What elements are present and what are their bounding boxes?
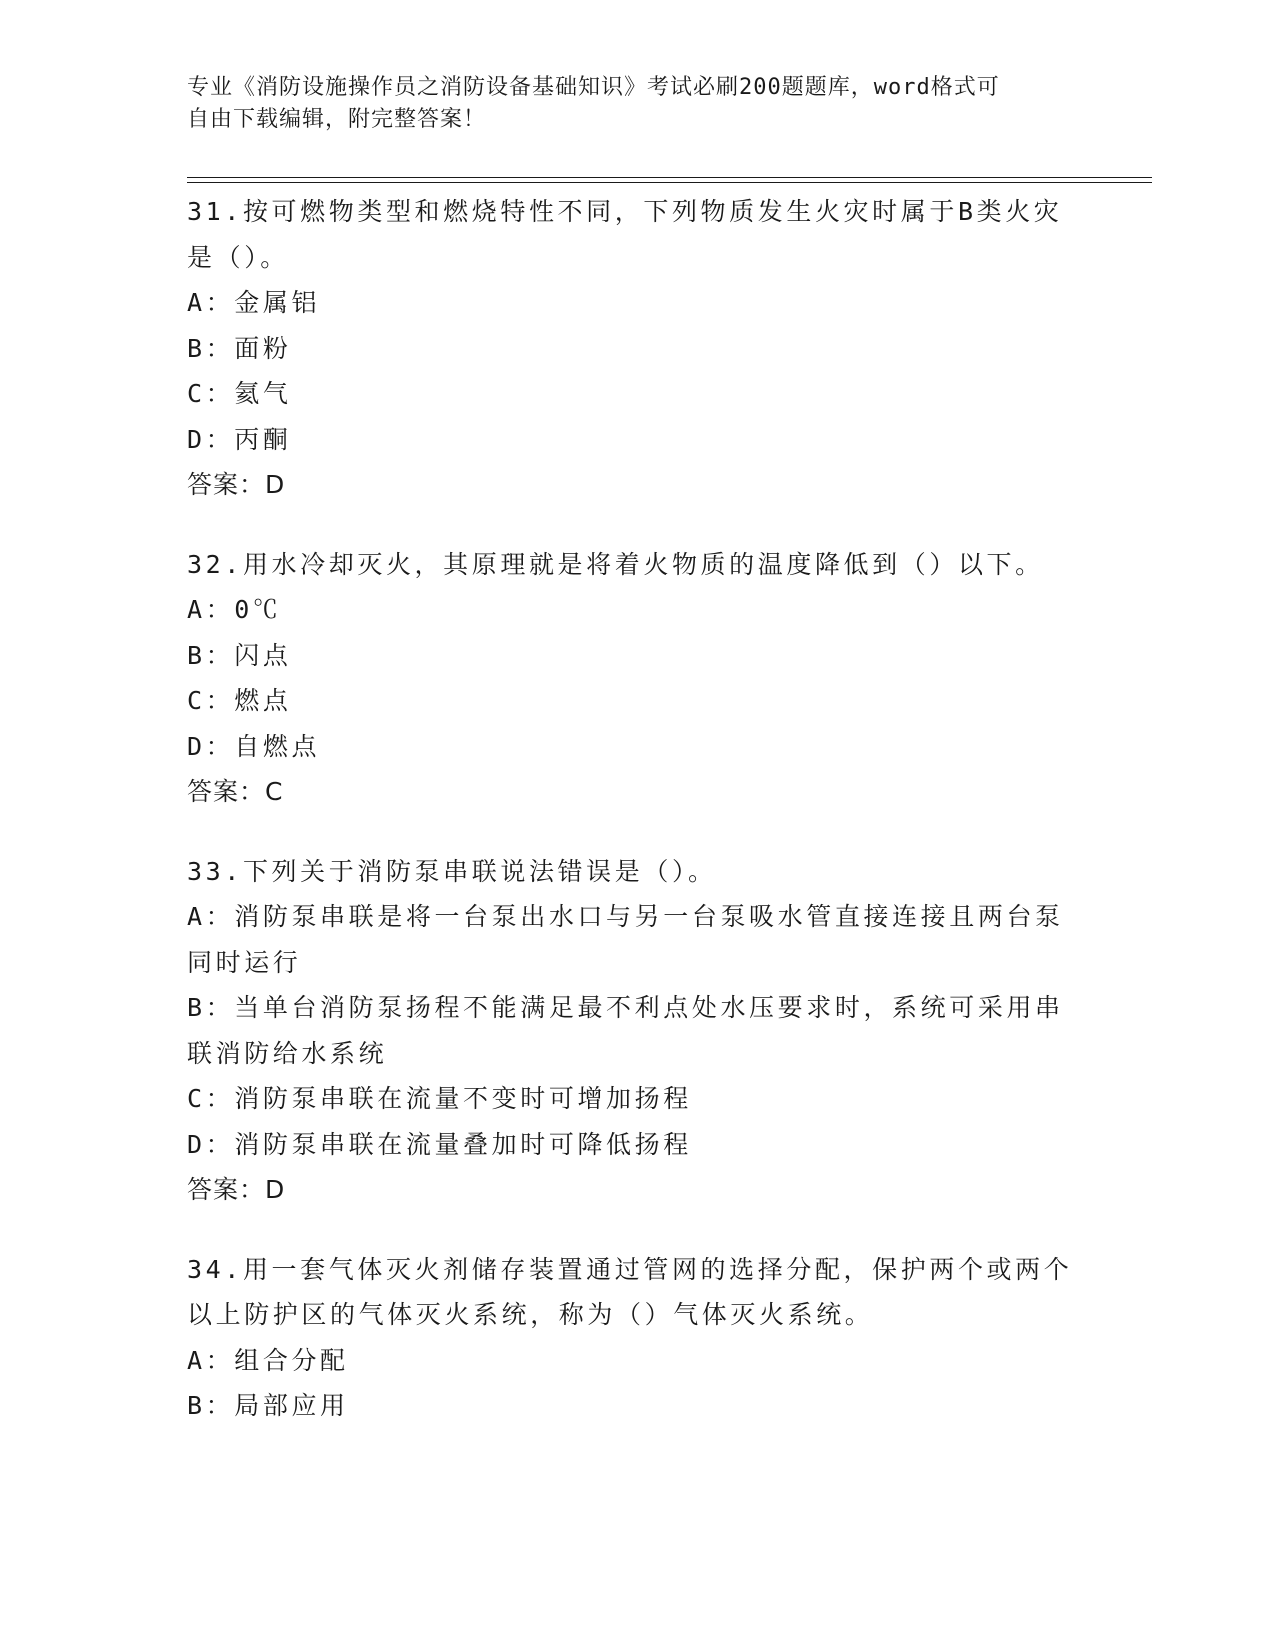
header-line-1: 专业《消防设施操作员之消防设备基础知识》考试必刷200题题库，word格式可 — [187, 75, 1000, 100]
option-b: B：局部应用 — [187, 1391, 349, 1420]
header-line-2: 自由下载编辑，附完整答案！ — [187, 107, 487, 132]
option-b: B：面粉 — [187, 333, 292, 363]
question-32 — [187, 542, 1087, 815]
option-a: A：消防泵串联是将一台泵出水口与另一台泵吸水管直接连接且两台泵 — [187, 902, 1064, 931]
option-a: A：0℃ — [187, 595, 282, 624]
option-c: C：氦气 — [187, 379, 292, 408]
answer: 答案：D — [187, 1175, 286, 1204]
question-stem-continued: 是（）。 — [187, 242, 289, 272]
option-b: B：当单台消防泵扬程不能满足最不利点处水压要求时，系统可采用串 — [187, 993, 1064, 1022]
question-stem: 34.用一套气体灭火剂储存装置通过管网的选择分配，保护两个或两个 — [187, 1254, 1073, 1284]
question-stem-continued: 以上防护区的气体灭火系统，称为（）气体灭火系统。 — [187, 1300, 874, 1329]
option-c: C：燃点 — [187, 686, 292, 715]
option-b: B：闪点 — [187, 640, 292, 670]
option-a: A：组合分配 — [187, 1345, 349, 1375]
option-d: D：自燃点 — [187, 731, 321, 761]
question-list — [187, 189, 1087, 1463]
question-34 — [187, 1247, 1087, 1429]
question-33 — [187, 849, 1087, 1213]
option-a: A：金属铝 — [187, 288, 321, 317]
question-31 — [187, 189, 1087, 508]
option-d: D：消防泵串联在流量叠加时可降低扬程 — [187, 1129, 692, 1159]
answer: 答案：C — [187, 777, 284, 806]
option-a-continued: 同时运行 — [187, 947, 302, 977]
question-stem: 33.下列关于消防泵串联说法错误是（）。 — [187, 856, 717, 886]
header-divider-top — [187, 177, 1152, 178]
option-c: C：消防泵串联在流量不变时可增加扬程 — [187, 1084, 692, 1113]
question-stem: 32.用水冷却灭火，其原理就是将着火物质的温度降低到（）以下。 — [187, 549, 1044, 579]
answer: 答案：D — [187, 470, 286, 499]
option-b-continued: 联消防给水系统 — [187, 1038, 388, 1068]
document-header — [187, 72, 1067, 136]
header-divider-bottom — [187, 182, 1152, 183]
question-stem: 31.按可燃物类型和燃烧特性不同，下列物质发生火灾时属于B类火灾 — [187, 197, 1063, 226]
option-d: D：丙酮 — [187, 424, 292, 454]
